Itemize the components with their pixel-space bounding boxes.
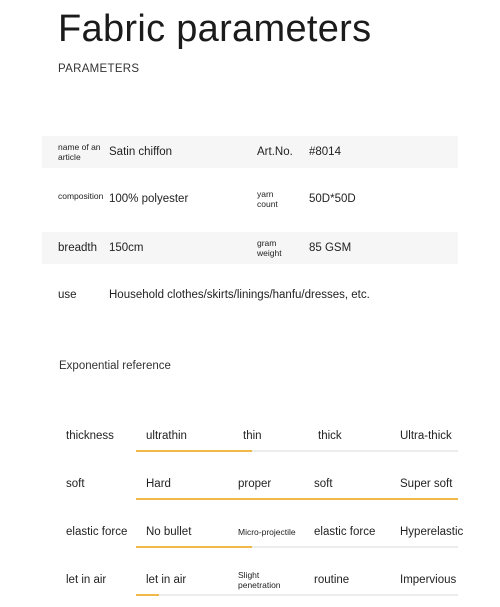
param-value: 50D*50D: [309, 193, 356, 205]
section-subtitle: PARAMETERS: [58, 63, 140, 75]
param-row-breadth: [42, 232, 458, 264]
level-track: [136, 546, 458, 548]
index-option: thin: [243, 430, 262, 442]
index-option: Hyperelastic: [400, 526, 464, 538]
param-label: gram weight: [257, 238, 282, 258]
index-label: thickness: [66, 430, 114, 442]
index-row-elastic-force: [0, 519, 500, 559]
param-value: 100% polyester: [109, 193, 189, 205]
param-value: Household clothes/skirts/linings/hanfu/dresses, etc.: [109, 289, 370, 301]
index-option: Impervious: [400, 574, 457, 586]
level-fill: [136, 450, 252, 452]
index-label: soft: [66, 478, 85, 490]
param-value: 85 GSM: [309, 242, 352, 254]
index-row-let-in-air: [0, 567, 500, 607]
index-label: let in air: [66, 574, 107, 586]
index-label: elastic force: [66, 526, 128, 538]
index-option: Ultra-thick: [400, 430, 452, 442]
level-fill: [136, 498, 458, 500]
index-option: soft: [314, 478, 333, 490]
index-option: Hard: [146, 478, 171, 490]
index-option: No bullet: [146, 526, 192, 538]
param-label: breadth: [58, 242, 98, 254]
level-track: [136, 498, 458, 500]
index-row-soft: [0, 471, 500, 511]
exponential-reference-heading: Exponential reference: [59, 360, 171, 372]
level-track: [136, 594, 458, 596]
level-fill: [136, 546, 252, 548]
param-value: #8014: [309, 146, 341, 158]
index-option: elastic force: [314, 526, 376, 538]
index-option: proper: [238, 478, 272, 490]
index-option: Micro-projectile: [238, 527, 296, 537]
param-label: name of an article: [58, 142, 101, 162]
param-value: Satin chiffon: [109, 146, 173, 158]
index-row-thickness: [0, 423, 500, 463]
param-label: Art.No.: [257, 146, 293, 158]
param-row-composition: [42, 183, 458, 215]
page-title: Fabric parameters: [58, 8, 372, 50]
param-row-use: [42, 279, 458, 311]
index-option: Super soft: [400, 478, 453, 490]
index-option: let in air: [146, 574, 187, 586]
level-fill: [136, 594, 159, 596]
param-row-name: [42, 136, 458, 168]
level-track: [136, 450, 458, 452]
index-option: thick: [318, 430, 342, 442]
param-value: 150cm: [109, 242, 144, 254]
index-option: Slight penetration: [238, 570, 281, 590]
param-label: yarn count: [257, 189, 278, 209]
param-label: use: [58, 289, 77, 301]
param-label: composition: [58, 191, 104, 201]
index-option: ultrathin: [146, 430, 187, 442]
index-option: routine: [314, 574, 350, 586]
